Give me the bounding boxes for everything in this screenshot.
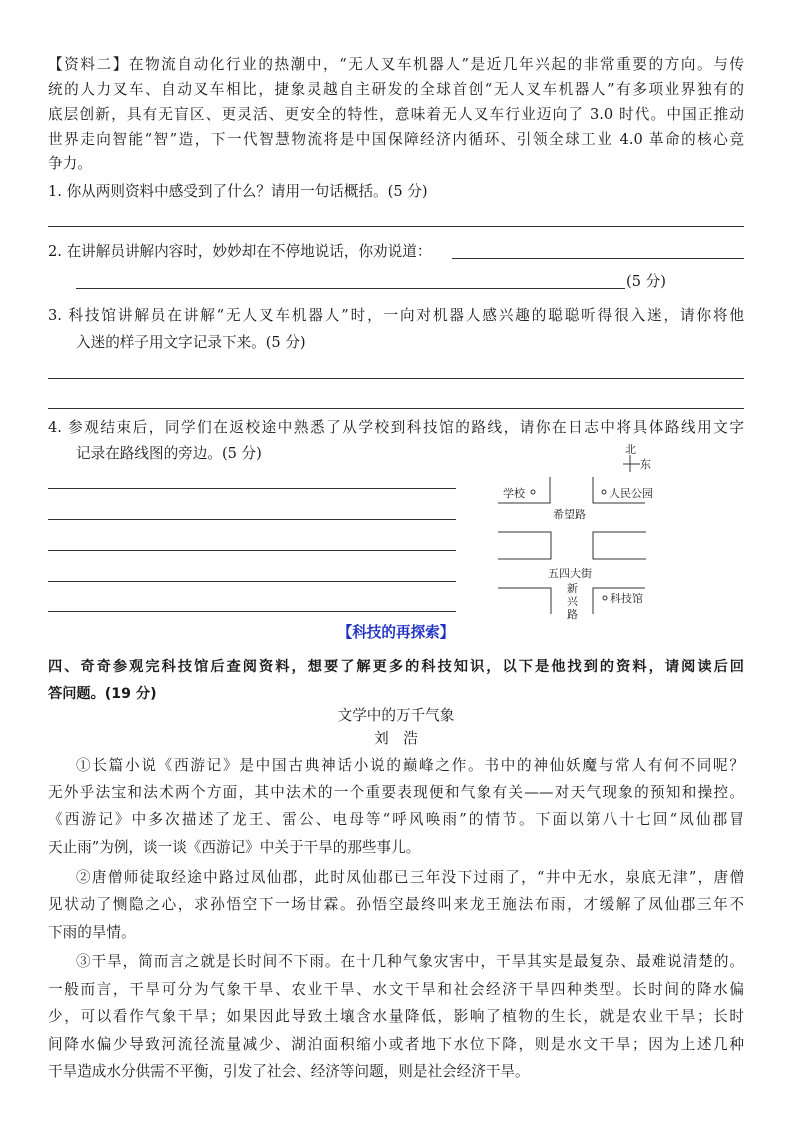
answer-line-q3[interactable]	[48, 378, 744, 379]
answer-line-q1[interactable]	[48, 226, 744, 227]
question-4: 记录在路线图的旁边。(5 分)	[76, 445, 262, 462]
material2-line: 【资料二】在物流自动化行业的热潮中，“无人叉车机器人”是近几年兴起的非常重要的方向。与传	[48, 56, 744, 73]
school-marker	[531, 490, 535, 494]
answer-line-q2[interactable]	[76, 288, 625, 289]
answer-line-q4[interactable]	[48, 488, 456, 489]
article-paragraph-3: 干旱造成水分供需不平衡，引发了社会、经济等问题，则是社会经济干旱。	[48, 1063, 530, 1080]
answer-line-q4[interactable]	[48, 611, 456, 612]
route-map	[480, 440, 700, 630]
answer-line-q4[interactable]	[48, 581, 456, 582]
map-label-xinxing-road: 路	[567, 608, 578, 621]
article-paragraph-1: 《西游记》中多次描述了龙王、雷公、电母等“呼风唤雨”的情节。下面以第八十七回“凤仙郡冒	[48, 811, 744, 828]
map-label-school: 学校	[503, 487, 525, 500]
article-paragraph-3: 少，可以看作气象干旱；如果因此导致土壤含水量降低，影响了植物的生长，就是农业干旱；长时	[48, 1008, 744, 1025]
map-label-park: 人民公园	[609, 487, 653, 500]
question-3: 入迷的样子用文字记录下来。(5 分)	[76, 334, 306, 351]
map-label-wusi-street: 五四大街	[548, 567, 592, 580]
section4-prompt: 答问题。(19 分)	[48, 686, 157, 702]
compass-east-label: 东	[640, 458, 651, 471]
article-paragraph-1: ①长篇小说《西游记》是中国古典神话小说的巅峰之作。书中的神仙妖魔与常人有何不同呢？	[76, 757, 744, 774]
article-paragraph-2: ②唐僧师徒取经途中路过凤仙郡，此时凤仙郡已三年没下过雨了，“井中无水，泉底无津”，唐僧	[76, 869, 744, 886]
answer-line-q2[interactable]	[452, 258, 744, 259]
museum-marker	[603, 596, 607, 600]
article-title: 文学中的万千气象	[337, 707, 455, 724]
question-1: 1. 你从两则资料中感受到了什么？请用一句话概括。(5 分)	[48, 183, 428, 200]
article-paragraph-1: 天止雨”为例，谈一谈《西游记》中关于干旱的那些事儿。	[48, 839, 421, 856]
article-paragraph-1: 无外乎法宝和法术两个方面，其中法术的一个重要表现便和气象有关——对天气现象的预知和操控。	[48, 784, 744, 801]
map-label-xinxing-road: 兴	[567, 595, 578, 608]
answer-line-q3[interactable]	[48, 408, 744, 409]
map-label-xiwang-road: 希望路	[553, 508, 586, 521]
map-label-xinxing-road: 新	[567, 582, 578, 595]
answer-line-q4[interactable]	[48, 519, 456, 520]
article-paragraph-3: 一般而言，干旱可分为气象干旱、农业干旱、水文干旱和社会经济干旱四种类型。长时间的降水偏	[48, 981, 744, 998]
q2-score: (5 分)	[626, 273, 666, 290]
section4-prompt: 四、奇奇参观完科技馆后查阅资料，想要了解更多的科技知识，以下是他找到的资料，请阅读后回	[48, 659, 744, 675]
article-paragraph-3: 间降水偏少导致河流径流量减少、湖泊面积缩小或者地下水位下降，则是水文干旱；因为上述几种	[48, 1036, 744, 1053]
question-4: 4. 参观结束后，同学们在返校途中熟悉了从学校到科技馆的路线，请你在日志中将具体路线用文字	[48, 419, 744, 436]
material2-line: 统的人力叉车、自动叉车相比，捷象灵越自主研发的全球首创“无人叉车机器人”有多项业界独有的	[48, 81, 744, 98]
article-author: 刘 浩	[374, 730, 418, 747]
material2-line: 底层创新，具有无盲区、更灵活、更安全的特性，意味着无人叉车行业迈向了 3.0 时代。中国正推动	[48, 106, 744, 123]
question-2: 2. 在讲解员讲解内容时，妙妙却在不停地说话，你劝说道：	[48, 243, 432, 260]
article-paragraph-2: 下雨的旱情。	[48, 924, 136, 941]
article-paragraph-2: 见状动了恻隐之心，求孙悟空下一场甘霖。孙悟空最终叫来龙王施法布雨，才缓解了凤仙郡三年不	[48, 896, 744, 913]
material2-line: 争力。	[48, 155, 92, 172]
compass-north-label: 北	[625, 443, 636, 456]
map-label-museum: 科技馆	[610, 592, 643, 605]
park-marker	[602, 490, 606, 494]
section-heading: 【科技的再探索】	[337, 624, 455, 641]
answer-line-q4[interactable]	[48, 550, 456, 551]
material2-line: 世界走向智能“智”造，下一代智慧物流将是中国保障经济内循环、引领全球工业 4.0 革命的核心竞	[48, 131, 744, 148]
article-paragraph-3: ③干旱，简而言之就是长时间不下雨。在十几种气象灾害中，干旱其实是最复杂、最难说清楚的。	[76, 953, 744, 970]
question-3: 3. 科技馆讲解员在讲解“无人叉车机器人”时，一向对机器人感兴趣的聪聪听得很入迷，请你将他	[48, 307, 744, 324]
